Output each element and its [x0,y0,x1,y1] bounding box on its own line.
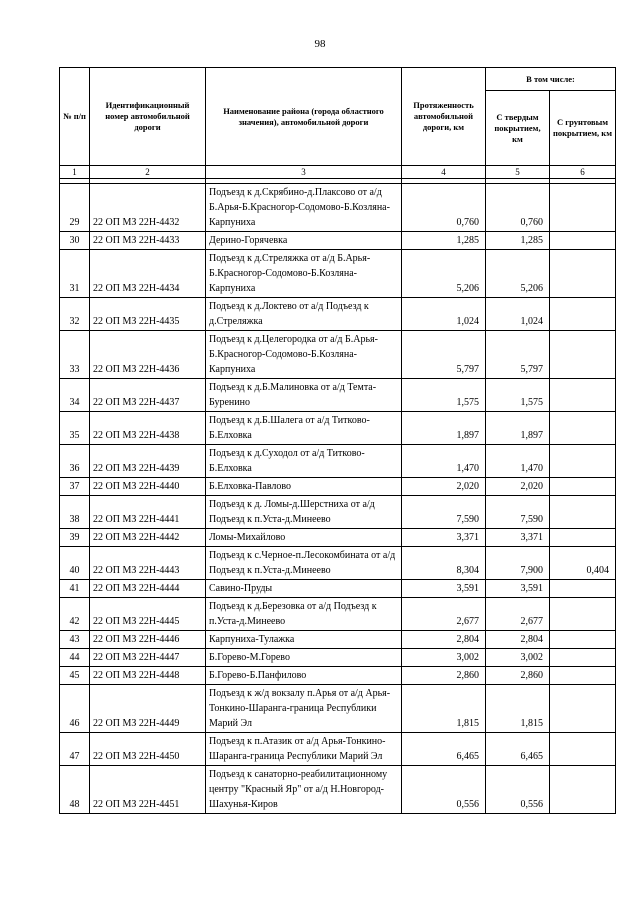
ground-surface-length [550,298,616,331]
ground-surface-length [550,667,616,685]
road-name: Подъезд к д.Б.Шалега от а/д Титково-Б.Елховка [206,412,402,445]
table-row [60,412,616,445]
row-number: 38 [60,496,90,529]
hard-surface-length: 1,815 [486,685,550,733]
table-row [60,547,616,580]
row-number: 36 [60,445,90,478]
column-number: 6 [550,166,616,179]
road-length: 2,020 [402,478,486,496]
road-name: Подъезд к ж/д вокзалу п.Арья от а/д Арья-Тонкино-Шаранга-граница Республики Марий Эл [206,685,402,733]
hard-surface-length: 2,677 [486,598,550,631]
ground-surface-length [550,598,616,631]
table-row [60,232,616,250]
road-id: 22 ОП МЗ 22Н-4447 [90,649,206,667]
road-id: 22 ОП МЗ 22Н-4446 [90,631,206,649]
road-name: Подъезд к д.Целегородка от а/д Б.Арья-Б.Красногор-Содомово-Б.Козляна-Карпуниха [206,331,402,379]
ground-surface-length [550,412,616,445]
hard-surface-length: 2,860 [486,667,550,685]
road-name: Подъезд к д.Стреляжка от а/д Б.Арья-Б.Красногор-Содомово-Б.Козляна-Карпуниха [206,250,402,298]
road-id: 22 ОП МЗ 22Н-4437 [90,379,206,412]
header-ground: С грунтовым покрытием, км [550,91,616,166]
ground-surface-length [550,496,616,529]
row-number: 34 [60,379,90,412]
road-id: 22 ОП МЗ 22Н-4439 [90,445,206,478]
row-number: 43 [60,631,90,649]
road-id: 22 ОП МЗ 22Н-4451 [90,766,206,814]
road-length: 1,575 [402,379,486,412]
ground-surface-length [550,733,616,766]
road-name: Подъезд к д.Б.Малиновка от а/д Темта-Буренино [206,379,402,412]
road-length: 3,591 [402,580,486,598]
road-name: Подъезд к д.Суходол от а/д Титково-Б.Елховка [206,445,402,478]
table-row [60,331,616,379]
road-name: Подъезд к п.Атазик от а/д Арья-Тонкино-Шаранга-граница Республики Марий Эл [206,733,402,766]
road-length: 1,285 [402,232,486,250]
road-name: Подъезд к д.Березовка от а/д Подъезд к п.Уста-д.Минеево [206,598,402,631]
road-name: Б.Елховка-Павлово [206,478,402,496]
hard-surface-length: 7,900 [486,547,550,580]
road-name: Подъезд к д.Скрябино-д.Плаксово от а/д Б.Арья-Б.Красногор-Содомово-Б.Козляна-Карпуниха [206,184,402,232]
ground-surface-length [550,685,616,733]
page-number: 98 [314,38,326,50]
road-length: 0,556 [402,766,486,814]
road-id: 22 ОП МЗ 22Н-4440 [90,478,206,496]
ground-surface-length [550,478,616,496]
row-number: 47 [60,733,90,766]
road-length: 1,024 [402,298,486,331]
row-number: 29 [60,184,90,232]
road-length: 5,206 [402,250,486,298]
header-name: Наименование района (города областного значения), автомобильной дороги [206,68,402,166]
hard-surface-length: 5,206 [486,250,550,298]
road-length: 6,465 [402,733,486,766]
road-name: Карпуниха-Тулажка [206,631,402,649]
ground-surface-length [550,529,616,547]
table-row [60,598,616,631]
table-row [60,529,616,547]
hard-surface-length: 3,371 [486,529,550,547]
road-id: 22 ОП МЗ 22Н-4441 [90,496,206,529]
road-id: 22 ОП МЗ 22Н-4433 [90,232,206,250]
ground-surface-length [550,766,616,814]
table-row [60,184,616,232]
road-id: 22 ОП МЗ 22Н-4435 [90,298,206,331]
road-length: 7,590 [402,496,486,529]
road-name: Подъезд к с.Черное-п.Лесокомбината от а/д Подъезд к п.Уста-д.Минеево [206,547,402,580]
row-number: 42 [60,598,90,631]
road-length: 1,897 [402,412,486,445]
hard-surface-length: 1,024 [486,298,550,331]
table-row [60,667,616,685]
row-number: 33 [60,331,90,379]
road-name: Дерино-Горячевка [206,232,402,250]
table-row [60,685,616,733]
hard-surface-length: 0,760 [486,184,550,232]
ground-surface-length [550,250,616,298]
road-name: Подъезд к д. Ломы-д.Шерстниха от а/д Подъезд к п.Уста-д.Минеево [206,496,402,529]
column-number: 3 [206,166,402,179]
row-number: 37 [60,478,90,496]
hard-surface-length: 6,465 [486,733,550,766]
hard-surface-length: 3,591 [486,580,550,598]
road-length: 5,797 [402,331,486,379]
table-row [60,496,616,529]
header-including: В том числе: [486,68,616,91]
ground-surface-length [550,184,616,232]
road-name: Подъезд к санаторно-реабилитационному центру "Красный Яр" от а/д Н.Новгород-Шахунья-Киров [206,766,402,814]
table-row [60,631,616,649]
row-number: 41 [60,580,90,598]
roads-table [59,67,616,814]
table-row [60,733,616,766]
row-number: 39 [60,529,90,547]
ground-surface-length [550,379,616,412]
table-row [60,250,616,298]
table-row [60,478,616,496]
hard-surface-length: 1,575 [486,379,550,412]
table-row [60,379,616,412]
hard-surface-length: 1,285 [486,232,550,250]
road-id: 22 ОП МЗ 22Н-4450 [90,733,206,766]
ground-surface-length [550,580,616,598]
road-length: 3,371 [402,529,486,547]
hard-surface-length: 0,556 [486,766,550,814]
ground-surface-length [550,631,616,649]
column-number: 5 [486,166,550,179]
row-number: 32 [60,298,90,331]
hard-surface-length: 2,020 [486,478,550,496]
road-id: 22 ОП МЗ 22Н-4436 [90,331,206,379]
row-number: 40 [60,547,90,580]
road-length: 1,470 [402,445,486,478]
road-id: 22 ОП МЗ 22Н-4444 [90,580,206,598]
table-row [60,649,616,667]
road-id: 22 ОП МЗ 22Н-4449 [90,685,206,733]
ground-surface-length [550,331,616,379]
road-id: 22 ОП МЗ 22Н-4442 [90,529,206,547]
table-row [60,580,616,598]
road-name: Ломы-Михайлово [206,529,402,547]
row-number: 35 [60,412,90,445]
road-length: 1,815 [402,685,486,733]
hard-surface-length: 3,002 [486,649,550,667]
road-id: 22 ОП МЗ 22Н-4434 [90,250,206,298]
row-number: 48 [60,766,90,814]
ground-surface-length [550,649,616,667]
row-number: 46 [60,685,90,733]
table-body [60,184,616,814]
hard-surface-length: 1,897 [486,412,550,445]
header-id: Идентификационный номер автомобильной дороги [90,68,206,166]
road-id: 22 ОП МЗ 22Н-4432 [90,184,206,232]
row-number: 44 [60,649,90,667]
hard-surface-length: 2,804 [486,631,550,649]
hard-surface-length: 1,470 [486,445,550,478]
road-length: 3,002 [402,649,486,667]
ground-surface-length: 0,404 [550,547,616,580]
column-number: 2 [90,166,206,179]
road-length: 0,760 [402,184,486,232]
row-number: 30 [60,232,90,250]
road-id: 22 ОП МЗ 22Н-4448 [90,667,206,685]
header-no: № п/п [60,68,90,166]
road-name: Б.Горево-М.Горево [206,649,402,667]
road-length: 8,304 [402,547,486,580]
header-hard: С твердым покрытием, км [486,91,550,166]
road-name: Б.Горево-Б.Панфилово [206,667,402,685]
road-name: Подъезд к д.Локтево от а/д Подъезд к д.Стреляжка [206,298,402,331]
road-id: 22 ОП МЗ 22Н-4445 [90,598,206,631]
table-row [60,766,616,814]
ground-surface-length [550,445,616,478]
hard-surface-length: 5,797 [486,331,550,379]
road-id: 22 ОП МЗ 22Н-4438 [90,412,206,445]
row-number: 45 [60,667,90,685]
row-number: 31 [60,250,90,298]
column-number: 4 [402,166,486,179]
column-numbers-row [60,166,616,179]
road-length: 2,804 [402,631,486,649]
road-name: Савино-Пруды [206,580,402,598]
hard-surface-length: 7,590 [486,496,550,529]
road-length: 2,860 [402,667,486,685]
table-row [60,445,616,478]
column-number: 1 [60,166,90,179]
ground-surface-length [550,232,616,250]
road-id: 22 ОП МЗ 22Н-4443 [90,547,206,580]
table-row [60,298,616,331]
road-length: 2,677 [402,598,486,631]
header-length: Протяженность автомобильной дороги, км [402,68,486,166]
